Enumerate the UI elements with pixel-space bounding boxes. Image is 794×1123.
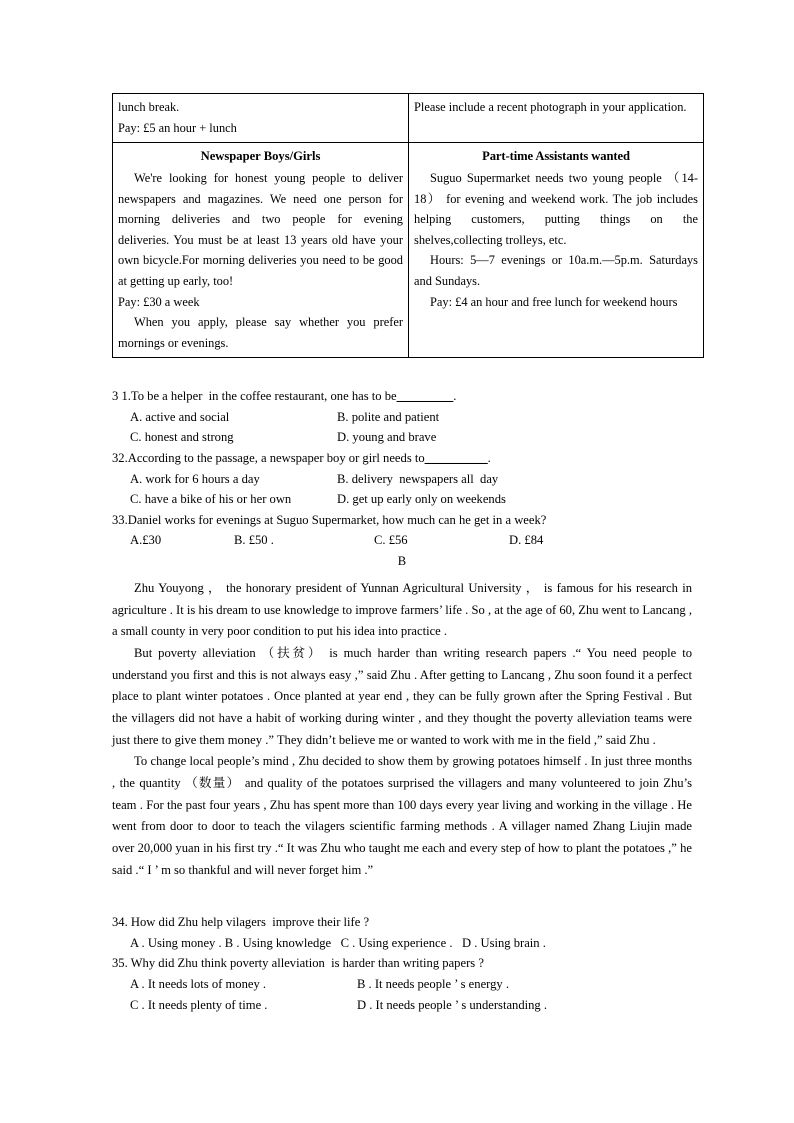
table-row-ads	[113, 143, 704, 358]
question-35-text: Why did Zhu think poverty alleviation is harder than writing papers ?	[127, 956, 484, 971]
question-32-option-b[interactable]: B. delivery newspapers all day	[337, 471, 499, 486]
cafe-pay-line: Pay: £5 an hour + lunch	[118, 120, 237, 135]
cell-newspaper-ad	[113, 143, 409, 358]
supermarket-ad-body: Suguo Supermarket needs two young people （14-18） for evening and weekend work. The job includes helping customers, putting things on the shelves,collecting trolleys, etc.	[414, 171, 698, 247]
question-35-number: 35.	[112, 956, 128, 971]
question-33-option-c[interactable]: C. £56	[374, 533, 408, 548]
question-32-period: .	[487, 450, 491, 465]
cell-cafe-ad-continued	[113, 94, 409, 143]
newspaper-ad-closing: When you apply, please say whether you prefer mornings or evenings.	[118, 315, 403, 350]
question-31-option-a[interactable]: A. active and social	[130, 409, 230, 424]
question-33-number: 33.	[112, 512, 128, 527]
questions-group-b	[112, 912, 692, 1015]
question-31-options-row-2	[112, 427, 692, 448]
question-31-number: 3 1.	[112, 389, 131, 403]
question-34-text: How did Zhu help vilagers improve their life ?	[127, 915, 370, 929]
cafe-lunch-break-line: lunch break.	[118, 100, 180, 114]
question-33-stem	[112, 510, 692, 531]
question-33-options-row	[112, 530, 692, 551]
questions-group-a	[112, 386, 692, 572]
question-32-stem	[112, 448, 692, 469]
supermarket-ad-title: Part-time Assistants wanted	[482, 149, 630, 164]
question-35-option-a[interactable]: A . It needs lots of money .	[130, 976, 267, 991]
question-31-text: To be a helper in the coffee restaurant, one has to be	[130, 389, 397, 403]
supermarket-ad-hours: Hours: 5—7 evenings or 10a.m.—5p.m. Saturdays and Sundays.	[414, 253, 698, 289]
question-35-stem	[112, 953, 692, 974]
newspaper-ad-body: We're looking for honest young people to deliver newspapers and magazines. We need one person for morning deliveries and two people for evening deliveries. You must be at least 13 years old have your own bicycle.For morning deliveries you need to be good at getting up early, too!	[118, 171, 403, 289]
question-32-options-row-2	[112, 489, 692, 510]
question-33-option-b[interactable]: B. £50 .	[234, 533, 274, 548]
question-31-period: .	[453, 389, 457, 403]
question-31-stem	[112, 386, 692, 407]
passage-paragraph-2: But poverty alleviation （扶贫） is much harder than writing research papers .“ You need people to understand you first and this is not always easy ,” said Zhu . After getting to Lancang , Zhu soon found it a perfect place to plant winter potatoes . Once planted at year end , they can be fully grown after the Spring Festival . But the villagers did not have a habit of working during winter , and they thought the poverty alleviation teams were just there to give them money .” They didn’t believe me or wanted to work with me in the field ,” said Zhu .	[112, 645, 692, 747]
question-35-options-row-1	[112, 974, 692, 995]
question-35-option-b[interactable]: B . It needs people ’ s energy .	[357, 976, 510, 991]
question-32-text: According to the passage, a newspaper boy or girl needs to	[127, 450, 425, 465]
question-33-option-a[interactable]: A.£30	[130, 533, 162, 548]
question-32-options-row-1	[112, 469, 692, 490]
question-32-blank: __________	[424, 450, 488, 465]
question-35-option-c[interactable]: C . It needs plenty of time .	[130, 997, 268, 1012]
passage-paragraph-3: To change local people’s mind , Zhu decided to show them by growing potatoes himself . In just three months , the quantity （数量） and quality of the potatoes surprised the villagers and many volunteered to join Zhu’s team . For the past four years , Zhu has spent more than 100 days every year living and working in the village . He went from door to door to teach the vilagers scientific farming methods . A villager named Zhang Liujin made over 20,000 yuan in his first try .“ It was Zhu who taught me each and every step of how to plant the potatoes ,” he said .“ I ’ m so thankful and will never forget him .”	[112, 754, 692, 877]
passage-paragraph-1: Zhu Youyong ， the honorary president of Yunnan Agricultural University ， is famous for his research in agriculture . It is his dream to use knowledge to improve farmers’ life . So , at the age of 60, Zhu went to Lancang , a small county in very poor condition to put his idea into practice .	[112, 581, 692, 639]
question-31-options-row-1	[112, 407, 692, 428]
question-31-blank: _________	[396, 389, 454, 403]
question-33-option-d[interactable]: D. £84	[509, 533, 544, 548]
table-row-continuation	[113, 94, 704, 143]
photograph-note-text: Please include a recent photograph in your application.	[414, 100, 687, 114]
question-34-stem	[112, 912, 692, 933]
question-34-number: 34.	[112, 915, 128, 929]
question-31-option-b[interactable]: B. polite and patient	[337, 409, 440, 424]
question-31-option-d[interactable]: D. young and brave	[337, 430, 437, 445]
newspaper-ad-title: Newspaper Boys/Girls	[200, 149, 321, 164]
newspaper-ad-pay: Pay: £30 a week	[118, 294, 200, 309]
question-33-text: Daniel works for evenings at Suguo Supermarket, how much can he get in a week?	[127, 512, 547, 527]
cell-supermarket-ad	[409, 143, 704, 358]
supermarket-ad-pay: Pay: £4 an hour and free lunch for weekend hours	[430, 294, 678, 309]
question-32-number: 32.	[112, 450, 128, 465]
cell-photograph-note	[409, 94, 704, 143]
question-32-option-c[interactable]: C. have a bike of his or her own	[130, 492, 292, 507]
question-35-option-d[interactable]: D . It needs people ’ s understanding .	[357, 997, 548, 1012]
job-ads-table	[112, 93, 704, 358]
question-32-option-d[interactable]: D. get up early only on weekends	[337, 492, 506, 507]
section-marker-b: B	[397, 554, 407, 569]
question-34-options-row[interactable]: A . Using money . B . Using knowledge C . Using experience . D . Using brain .	[130, 935, 546, 950]
passage-b-body	[112, 578, 692, 881]
question-31-option-c[interactable]: C. honest and strong	[130, 430, 234, 445]
question-35-options-row-2	[112, 995, 692, 1016]
question-32-option-a[interactable]: A. work for 6 hours a day	[130, 471, 260, 486]
